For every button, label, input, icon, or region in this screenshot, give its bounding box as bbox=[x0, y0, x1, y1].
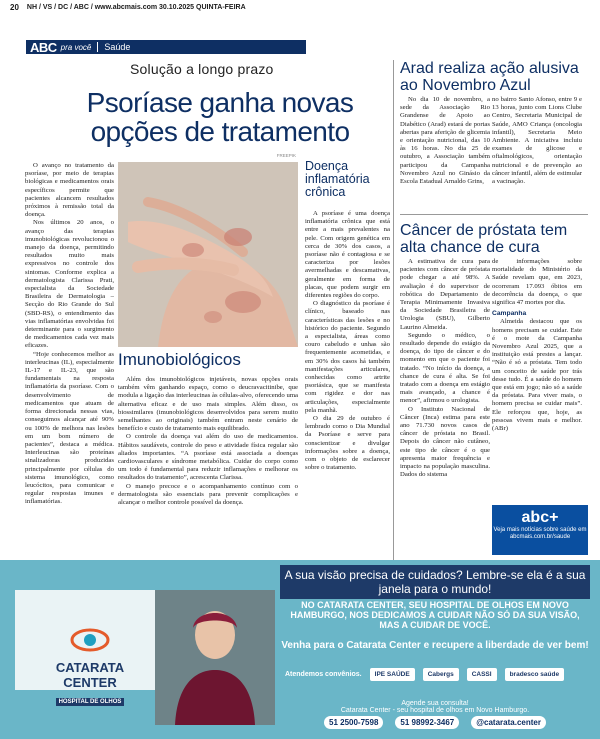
ad-cta: Venha para o Catarata Center e recupere a liberdade de ver bem! bbox=[281, 640, 589, 651]
catarata-logo bbox=[35, 625, 145, 708]
para: “Hoje conhecemos melhor as interleucinas (IL), especialmente IL-17 e IL-23, que são fundamentais na resposta inflamatória da psoríase. Com o desenvolvimento de medicamentos que atuam de forma direcionada nessas vias, conseguimos alcançar até 90% ou 100% de melhora nas lesões em um bom número de pacientes”, destaca a médica. Interleucinas são proteínas sinalizadoras produzidas principalmente por células do sistema imunológico, como leucócitos, para comunicar e regular respostas imunes e inflamatórias. bbox=[25, 350, 114, 506]
para: O Instituto Nacional de Câncer (Inca) estima para este ano 71.730 novos casos de câncer de próstata no Brasil. Depois do câncer não cutâneo, este tipo de câncer é o que apresenta maior frequência e impacto na população masculina. Dados do sistema bbox=[400, 405, 490, 479]
arad-col-b bbox=[492, 96, 582, 186]
section-band bbox=[26, 40, 306, 54]
page-header bbox=[10, 0, 590, 14]
para: A psoríase é uma doença inflamatória crônica que está entre a mais prevalentes na pele. Com origem genética em cerca de 30% dos casos, a psoríase não é contagiosa e se caracteriza por lesões avermelhadas e descamativas, geralmente em forma de placas, que podem surgir em diferentes regiões do corpo. bbox=[305, 210, 390, 300]
para: O diagnóstico da psoríase é clínico, baseado nas características das lesões e no histórico do paciente. Segundo a especialista, áreas como couro cabeludo e unhas são frequentemente acometidas, e em 30% dos casos há também manifestações articulares, conhecidas como artrite psoriásica, que se manifesta com rigidez e dor nas articulações, especialmente pela manhã. bbox=[305, 300, 390, 414]
phone-2[interactable]: 51 98992-3467 bbox=[395, 716, 459, 729]
subheading: Campanha bbox=[492, 310, 527, 318]
kicker: Solução a longo prazo bbox=[130, 61, 274, 77]
convenio-chip: CASSI bbox=[467, 668, 497, 681]
page-number: 20 bbox=[10, 2, 19, 12]
brand-sub: pra você bbox=[60, 42, 92, 52]
prostata-title: Câncer de próstata tem alta chance de cura bbox=[400, 222, 568, 256]
section-label: Saúde bbox=[104, 42, 131, 52]
instagram-handle[interactable]: @catarata.center bbox=[471, 716, 546, 729]
eye-icon bbox=[70, 625, 110, 655]
para: Segundo o médico, o resultado depende do estágio da doença, do tipo de câncer e do momento em que o paciente foi tratado. “No início da doença, a chance de cura é alta. Se foi tratado com a doença em estágio mais avançado, a chance é menor”, afirmou o urologista. bbox=[400, 331, 490, 405]
para: Além dos imunobiológicos injetáveis, novas opções orais também vêm ganhando espaço, como o deucravacitinibe, que modula a ligação das interleucinas às células-alvo, oferecendo uma alternativa eficaz e de uso mais simples. Além disso, os biossimilares (imunobiológicos desenvolvidos para serem muito semelhantes ao originais) também entram neste cenário de benefício e custo de tratamento mais equilibrado. bbox=[118, 376, 298, 433]
ad-footer bbox=[280, 700, 590, 714]
photo-credit: FREEPIK bbox=[276, 153, 296, 158]
para: O controle da doença vai além do uso de medicamentos. Hábitos saudáveis, controle do peso e atividade física regular são aliados importantes. “A psoríase está associada a doenças cardiovasculares e síndrome metabólica. Cuidar do corpo como um todo é fundamental para reduzir inflamações e melhorar os resultados do tratamento”, acrescenta Clarissa. bbox=[118, 433, 298, 482]
doenca-title: Doença inflamatória crônica bbox=[305, 159, 370, 199]
abcplus-text: Veja mais notícias sobre saúde em abcmais.com.br/saude bbox=[493, 527, 587, 540]
article-col-1 bbox=[25, 162, 114, 507]
article-photo bbox=[118, 153, 298, 347]
doctor-illustration bbox=[155, 590, 275, 725]
imuno-title: Imunobiológicos bbox=[118, 350, 241, 369]
logo-line-2: CENTER bbox=[63, 675, 117, 690]
abcplus-promo[interactable] bbox=[492, 505, 588, 555]
logo-line-1: CATARATA bbox=[55, 660, 125, 675]
convenio-chip: Cabergs bbox=[423, 668, 459, 681]
para: Almeida destacou que os homens precisam se cuidar. Este é o mote da Campanha Novembro Azul 2025, que a instituição está prestes a lançar. “Não é só a próstata. Tem todo um conceito de saúde por trás desse tudo. É a saúde do homem que está em jogo; não só a saúde da próstata. Para viver mais, o homem precisa se cuidar mais”. Ele reforçou que, hoje, as pessoas vivem mais e melhor. (ABr) bbox=[492, 318, 582, 433]
abcplus-logo: abc+ bbox=[521, 509, 559, 526]
ad-body: NO CATARATA CENTER, SEU HOSPITAL DE OLHOS EM NOVO HAMBURGO, NOS DEDICAMOS A CUIDAR NÃO SÓ DA SUA VISÃO, MAS A CUIDAR DE VOCÊ. bbox=[290, 600, 580, 630]
headline: Psoríase ganha novas opções de tratamento bbox=[86, 87, 354, 147]
ad-contacts bbox=[280, 716, 590, 729]
para: No dia 10 de novembro, a sede da Associação Rio Grandense de Apoio ao Diabético (Arad) estará de portas abertas para aferição de glicemia e orientação nutricional, das 10 às 16 horas. No dia 25 de outubro, a Associação também participou da Campanha Novembro Azul no Ginásio da Escola Estadual Arnaldo Grins, bbox=[400, 96, 490, 186]
imuno-body bbox=[118, 376, 298, 507]
convenios-label: Atendemos convênios. bbox=[285, 671, 362, 678]
phone-1[interactable]: 51 2500-7598 bbox=[324, 716, 383, 729]
logo-line-3: HOSPITAL DE OLHOS bbox=[56, 698, 125, 706]
para: no bairro Santo Afonso, entre 9 e 13 horas, junto com Lions Clube Centro, Secretaria Municipal de Saúde, AMO Criança (oncologia infantil), Secretaria Meio Ambiente. A iniciativa incluiu exames de glicose e oftalmológicos, orientação nutricional e de prevenção ao câncer infantil, além de estimular a vacinação. bbox=[492, 96, 582, 186]
ad-doctor-photo bbox=[155, 590, 275, 725]
prostata-col-a bbox=[400, 258, 490, 479]
para: O manejo precoce e o acompanhamento contínuo com o dermatologista são essenciais para prevenir complicações e alcançar o melhor controle possível da doença. bbox=[118, 482, 298, 507]
convenio-chip: IPE SAÚDE bbox=[370, 668, 415, 681]
prostata-col-b bbox=[492, 258, 582, 433]
arad-title: Arad realiza ação alusiva ao Novembro Azul bbox=[400, 60, 579, 94]
para: de informações sobre mortalidade do Ministério da Saúde revelam que, em 2023, ocorreram 17.093 óbitos em decorrência da doença, o que significa 47 mortes por dia. bbox=[492, 258, 582, 307]
doenca-body bbox=[305, 210, 390, 473]
section-divider bbox=[400, 214, 588, 215]
para: Nos últimos 20 anos, o avanço das terapias imunobiológicas revolucionou o manejo da doença, permitindo resultados muito mais expressivos no controle dos sintomas. Conforme explica a dermatologista Clarissa Prati, especialista da Sociedade Brasileira de Dermatologia – Secção do Rio Grande do Sul (SBD-RS), o entendimento das vias inflamatórias envolvidas foi determinante para o surgimento de medicamentos cada vez mais eficazes. bbox=[25, 219, 114, 350]
para: O avanço no tratamento da psoríase, por meio de terapias biológicas e medicamentos orais específicos permite que pacientes alcancem resultados próximos à remissão total da doença. bbox=[25, 162, 114, 219]
ad-headline: A sua visão precisa de cuidados? Lembre-se ela é a sua janela para o mundo! bbox=[280, 565, 590, 599]
ad-tagline: Catarata Center - seu hospital de olhos em Novo Hamburgo. bbox=[340, 707, 530, 714]
brand-label: ABC bbox=[30, 39, 57, 55]
ad-convenios bbox=[285, 668, 585, 681]
arad-col-a bbox=[400, 96, 490, 186]
consult-label: Agende sua consulta! bbox=[401, 700, 469, 707]
band-divider bbox=[97, 42, 98, 52]
hands-illustration bbox=[118, 162, 298, 347]
convenio-chip: bradesco saúde bbox=[505, 668, 565, 681]
column-divider bbox=[393, 60, 394, 560]
para: A estimativa de cura para pacientes com câncer de próstata pode chegar a até 98%. A avaliação é do supervisor de robótica do Departamento de Terapia Minimamente Invasiva da Sociedade Brasileira de Urologia (SBU), Gilberto Laurino Almeida. bbox=[400, 258, 490, 331]
edition-meta: NH / VS / DC / ABC / www.abcmais.com 30.10.2025 QUINTA-FEIRA bbox=[26, 3, 246, 11]
para: O dia 29 de outubro é lembrado como o Dia Mundial da Psoríase e serve para conscientizar e divulgar informações sobre a doença, com o objeto de esclarecer sobre o tratamento. bbox=[305, 415, 390, 472]
